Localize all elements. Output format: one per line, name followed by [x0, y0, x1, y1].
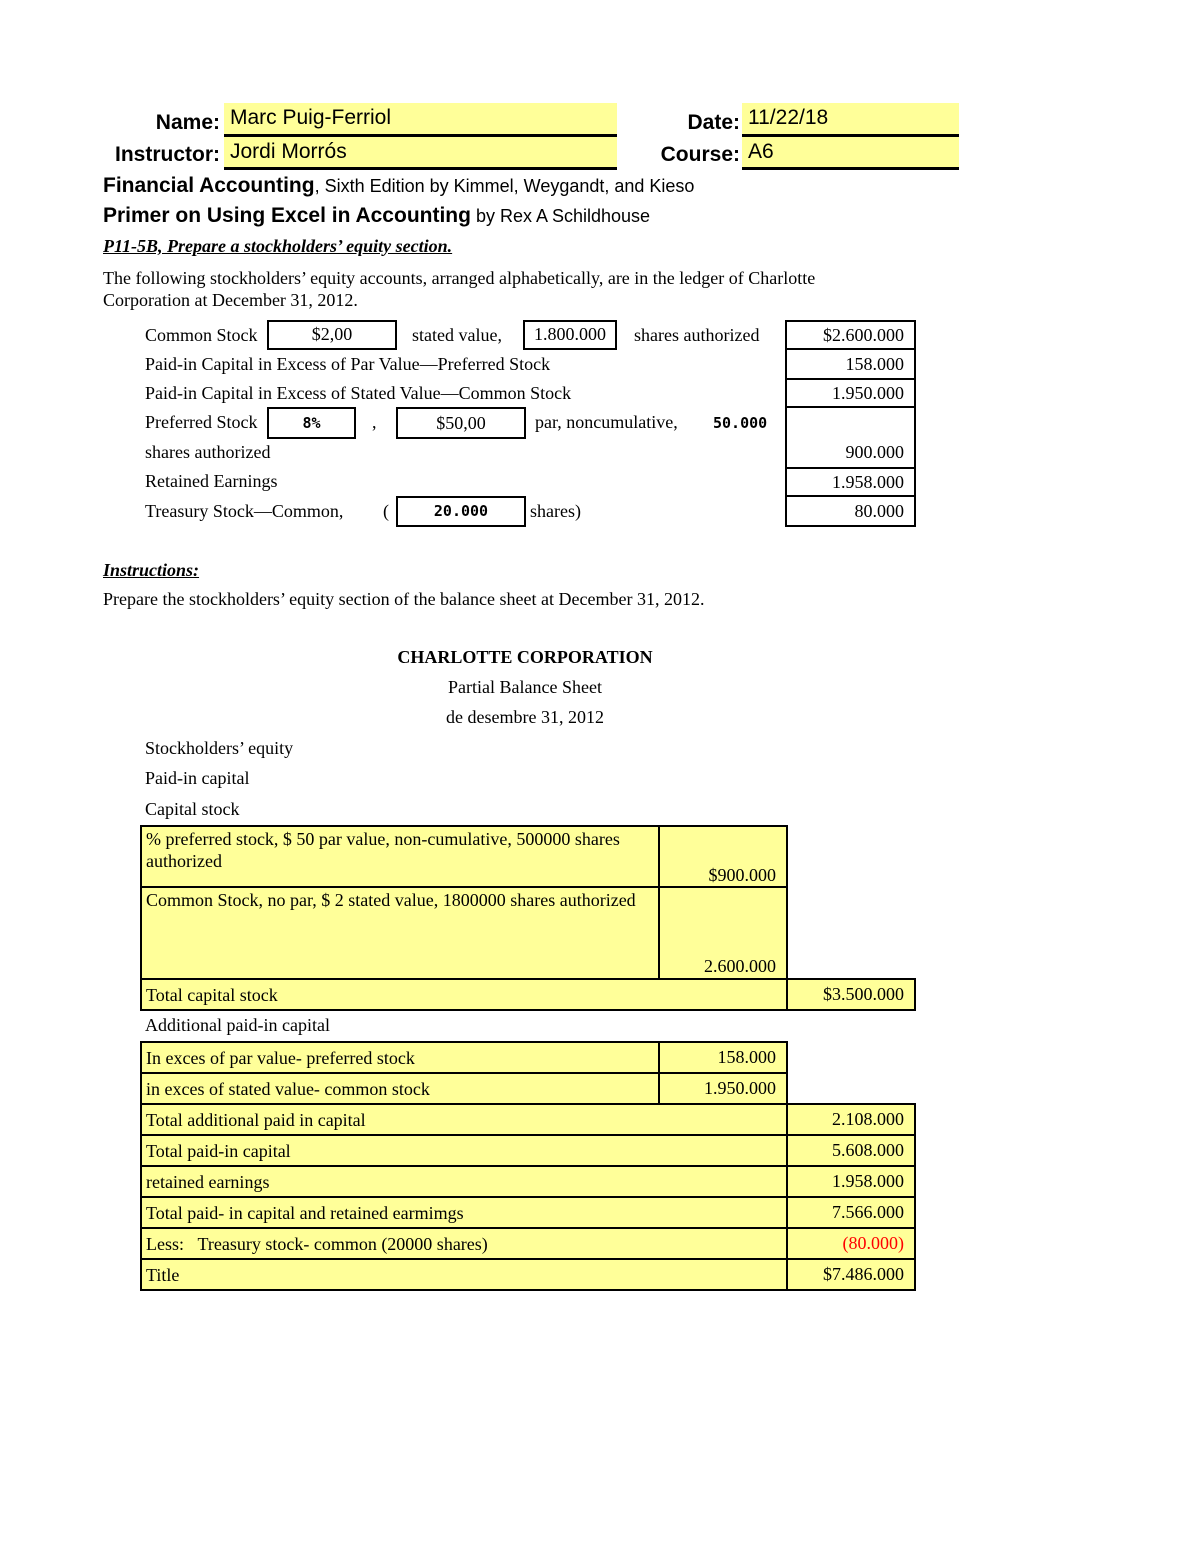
preferred-shares: 50.000 — [713, 414, 768, 432]
re-amt-cell[interactable]: 1.958.000 — [786, 1165, 916, 1198]
treasury-label: Treasury Stock—Common, — [145, 501, 344, 521]
apic-label: Additional paid-in capital — [145, 1015, 330, 1035]
course-field[interactable]: A6 — [742, 137, 959, 170]
book-title-1: Financial Accounting, Sixth Edition by Kimmel, Weygandt, and Kieso — [103, 174, 695, 197]
common-amt-cell[interactable]: 2.600.000 — [658, 886, 788, 980]
total-cs-label-cell[interactable]: Total capital stock — [140, 978, 788, 1011]
treasury-open-paren: ( — [383, 501, 389, 521]
common-stated-value-input[interactable]: $2,00 — [267, 320, 397, 350]
cs-label: Capital stock — [145, 799, 240, 819]
preferred-amt-cell[interactable]: $900.000 — [658, 825, 788, 888]
problem-intro-line2: Corporation at December 31, 2012. — [103, 290, 358, 310]
excess-common-label-cell[interactable]: in exces of stated value- common stock — [140, 1072, 660, 1105]
less-treasury-label-cell[interactable] — [140, 1227, 788, 1260]
total-apic-label-cell[interactable]: Total additional paid in capital — [140, 1103, 788, 1136]
instructions-title: Instructions: — [103, 560, 200, 580]
preferred-desc-cell[interactable]: % preferred stock, $ 50 par value, non-cumulative, 500000 shares authorized — [140, 825, 660, 888]
common-amount[interactable]: $2.600.000 — [785, 320, 916, 350]
preferred-shares-authorized-label: shares authorized — [145, 442, 271, 462]
se-label: Stockholders’ equity — [145, 738, 294, 758]
total-cs-amt-cell[interactable]: $3.500.000 — [786, 978, 916, 1011]
pic-label: Paid-in capital — [145, 768, 250, 788]
date-label: Date: — [687, 111, 740, 134]
retained-label: Retained Earnings — [145, 471, 278, 491]
preferred-stock-label: Preferred Stock — [145, 412, 258, 432]
treasury-desc: Treasury stock- common (20000 shares) — [197, 1234, 488, 1254]
less-label: Less: — [146, 1234, 184, 1254]
common-desc-cell[interactable]: Common Stock, no par, $ 2 stated value, 1800000 shares authorized — [140, 886, 660, 980]
common-stock-label: Common Stock — [145, 325, 258, 345]
total-pic-re-label-cell[interactable]: Total paid- in capital and retained earmimgs — [140, 1196, 788, 1229]
treasury-shares-input[interactable]: 20.000 — [396, 496, 526, 527]
instructor-label: Instructor: — [115, 143, 220, 166]
pic-preferred-label: Paid-in Capital in Excess of Par Value—Preferred Stock — [145, 354, 551, 374]
instructor-field[interactable]: Jordi Morrós — [224, 137, 617, 170]
instructions-text: Prepare the stockholders’ equity section of the balance sheet at December 31, 2012. — [103, 589, 705, 609]
name-field[interactable]: Marc Puig-Ferriol — [224, 103, 617, 137]
preferred-rate-input[interactable]: 8% — [267, 407, 356, 439]
comma-label: , — [372, 412, 377, 432]
preferred-par-input[interactable]: $50,00 — [396, 407, 526, 439]
excess-pref-label-cell[interactable]: In exces of par value- preferred stock — [140, 1041, 660, 1074]
date-field[interactable]: 11/22/18 — [742, 103, 959, 137]
treasury-amount[interactable]: 80.000 — [785, 495, 916, 527]
total-pic-re-amt-cell[interactable]: 7.566.000 — [786, 1196, 916, 1229]
excess-common-amt-cell[interactable]: 1.950.000 — [658, 1072, 788, 1105]
problem-title: P11-5B, Prepare a stockholders’ equity section. — [103, 236, 453, 256]
statement-date: de desembre 31, 2012 — [446, 707, 604, 727]
treasury-amt-cell[interactable]: (80.000) — [786, 1227, 916, 1260]
final-amt-cell[interactable]: $7.486.000 — [786, 1258, 916, 1291]
shares-authorized-label: shares authorized — [634, 325, 760, 345]
common-shares-input[interactable]: 1.800.000 — [523, 320, 617, 350]
total-apic-amt-cell[interactable]: 2.108.000 — [786, 1103, 916, 1136]
final-label-cell[interactable]: Title — [140, 1258, 788, 1291]
par-noncum-label: par, noncumulative, — [535, 412, 678, 432]
pic-preferred-amount[interactable]: 158.000 — [785, 348, 916, 380]
preferred-amount[interactable]: 900.000 — [785, 406, 916, 469]
retained-amount[interactable]: 1.958.000 — [785, 467, 916, 497]
total-pic-label-cell[interactable]: Total paid-in capital — [140, 1134, 788, 1167]
pic-common-amount[interactable]: 1.950.000 — [785, 378, 916, 408]
course-label: Course: — [660, 143, 740, 166]
total-pic-amt-cell[interactable]: 5.608.000 — [786, 1134, 916, 1167]
treasury-shares-label: shares) — [530, 501, 581, 521]
excess-pref-amt-cell[interactable]: 158.000 — [658, 1041, 788, 1074]
name-label: Name: — [155, 111, 220, 134]
stated-value-label: stated value, — [412, 325, 502, 345]
pic-common-label: Paid-in Capital in Excess of Stated Value—Common Stock — [145, 383, 572, 403]
book-title-2: Primer on Using Excel in Accounting by Rex A Schildhouse — [103, 204, 651, 227]
problem-intro-line1: The following stockholders’ equity accounts, arranged alphabetically, are in the ledger of Charlotte — [103, 268, 816, 288]
re-label-cell[interactable]: retained earnings — [140, 1165, 788, 1198]
company-name: CHARLOTTE CORPORATION — [397, 647, 653, 667]
statement-title: Partial Balance Sheet — [448, 677, 602, 697]
